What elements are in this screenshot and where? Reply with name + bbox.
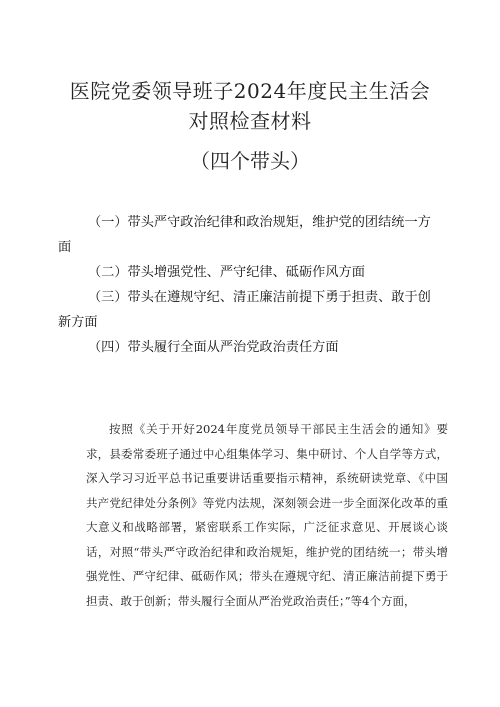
body-paragraph: 按照《关于开好2024年度党员领导干部民主生活会的通知》要求，县委常委班子通过中心组集体学习、集中研讨、个人自学等方式，深入学习习近平总书记重要讲话重要指示精神，系统研读党章、《中国共产党纪律处分条例》等党内法规，深刻领会进一步全面深化改革的重大意义和战略部署，紧密联系工作实际，广泛征求意见、开展谈心谈话，对照“带头严守政治纪律和政治规矩，维护党的团结统一；带头增强党性、严守纪律、砥砺作风；带头在遵规守纪、清正廉洁前提下勇于担责、敢于创新；带头履行全面从严治党政治责任；”等4个方面， [86,422,448,608]
outline-item-4: （四）带头履行全面从严治党政治责任方面 [88,340,339,355]
document-subtitle: （四个带头） [190,149,310,173]
document-title: 医院党委领导班子2024年度民主生活会对照检查材料 [69,79,431,133]
outline-item-1: （一）带头严守政治纪律和政治规矩，维护党的团结统一方面 [58,215,431,255]
section-outline [58,210,440,360]
outline-item-3: （三）带头在遵规守纪、清正廉洁前提下勇于担责、敢于创新方面 [58,290,431,330]
outline-item-2: （二）带头增强党性、严守纪律、砥砺作风方面 [88,265,365,280]
